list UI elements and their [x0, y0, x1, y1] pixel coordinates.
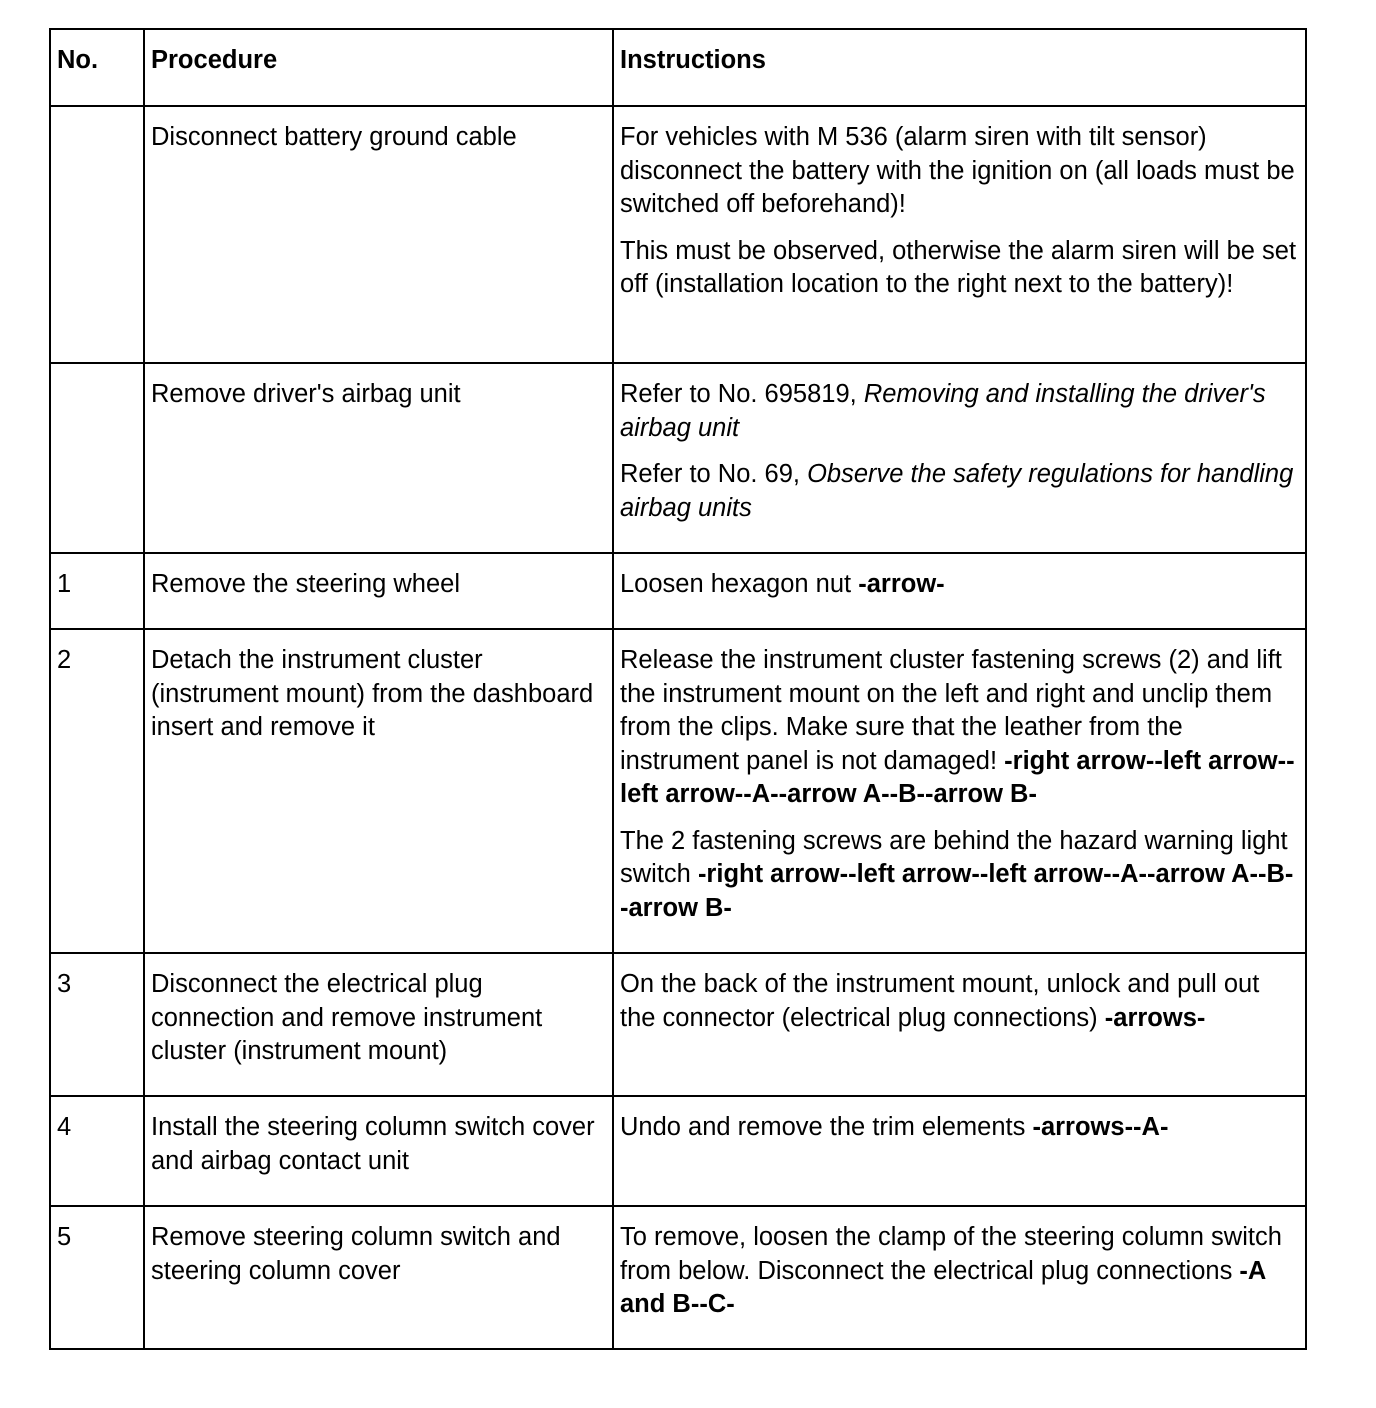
procedure-cell: Disconnect battery ground cable	[144, 106, 613, 363]
procedure-cell: Remove driver's airbag unit	[144, 363, 613, 553]
table-row	[50, 629, 1306, 953]
step-number: 4	[50, 1096, 144, 1206]
procedure-cell: Detach the instrument cluster (instrument mount) from the dashboard insert and remove it	[144, 629, 613, 953]
instructions-cell	[613, 953, 1306, 1096]
instruction-text: The 2 fastening screws are behind the hazard warning light switch	[620, 826, 1288, 888]
arrow-reference: -arrows--A-	[1032, 1113, 1169, 1141]
table-row	[50, 1206, 1306, 1349]
instruction-paragraph	[620, 458, 1299, 525]
table-body	[50, 106, 1306, 1349]
instruction-paragraph	[620, 1221, 1299, 1322]
instructions-cell	[613, 629, 1306, 953]
table-row	[50, 953, 1306, 1096]
header-row	[50, 29, 1306, 106]
step-number	[50, 106, 144, 363]
instruction-paragraph	[620, 825, 1299, 926]
instruction-paragraph	[620, 1111, 1299, 1145]
arrow-reference: -arrow-	[858, 570, 945, 598]
instructions-cell	[613, 363, 1306, 553]
header-instructions: Instructions	[613, 29, 1306, 106]
instruction-text: Refer to No. 69,	[620, 460, 808, 488]
instruction-text: This must be observed, otherwise the alarm siren will be set off (installation location to the right next to the battery)!	[620, 236, 1297, 298]
instructions-cell	[613, 106, 1306, 363]
cross-reference-title: Observe the safety regulations for handling airbag units	[620, 460, 1294, 522]
procedure-cell: Disconnect the electrical plug connection and remove instrument cluster (instrument mount)	[144, 953, 613, 1096]
procedure-table	[49, 28, 1307, 1350]
instructions-cell	[613, 1096, 1306, 1206]
instruction-text: To remove, loosen the clamp of the steering column switch from below. Disconnect the electrical plug connections	[620, 1223, 1282, 1285]
arrow-reference: -right arrow--left arrow--left arrow--A--arrow A--B--arrow B-	[620, 860, 1294, 922]
procedure-cell: Remove the steering wheel	[144, 553, 613, 629]
instruction-text: Refer to No. 695819,	[620, 380, 864, 408]
table-row	[50, 106, 1306, 363]
arrow-reference: -right arrow--left arrow--left arrow--A--arrow A--B--arrow B-	[620, 746, 1295, 808]
table-row	[50, 553, 1306, 629]
instruction-paragraph	[620, 968, 1299, 1035]
instruction-paragraph	[620, 378, 1299, 445]
step-number: 3	[50, 953, 144, 1096]
instruction-paragraph	[620, 121, 1299, 222]
cross-reference-title: Removing and installing the driver's airbag unit	[620, 380, 1266, 442]
header-no: No.	[50, 29, 144, 106]
step-number: 1	[50, 553, 144, 629]
arrow-reference: -A and B--C-	[620, 1256, 1266, 1318]
instruction-text: For vehicles with M 536 (alarm siren with tilt sensor) disconnect the battery with the ignition on (all loads must be switched off beforehand)!	[620, 123, 1295, 218]
instruction-text: Release the instrument cluster fastening screws (2) and lift the instrument mount on the left and right and unclip them from the clips. Make sure that the leather from the instrument panel is not damaged!	[620, 646, 1282, 775]
instruction-text: Undo and remove the trim elements	[620, 1113, 1033, 1141]
instruction-paragraph	[620, 235, 1299, 302]
instruction-paragraph	[620, 644, 1299, 812]
instructions-cell	[613, 553, 1306, 629]
instruction-paragraph	[620, 568, 1299, 602]
instructions-cell	[613, 1206, 1306, 1349]
table-row	[50, 363, 1306, 553]
step-number	[50, 363, 144, 553]
arrow-reference: -arrows-	[1104, 1003, 1206, 1032]
table-row	[50, 1096, 1306, 1206]
procedure-cell: Install the steering column switch cover and airbag contact unit	[144, 1096, 613, 1206]
instruction-text: Loosen hexagon nut	[620, 570, 859, 598]
header-procedure: Procedure	[144, 29, 613, 106]
step-number: 5	[50, 1206, 144, 1349]
procedure-cell: Remove steering column switch and steering column cover	[144, 1206, 613, 1349]
instruction-text: On the back of the instrument mount, unlock and pull out the connector (electrical plug connections)	[620, 970, 1260, 1032]
step-number: 2	[50, 629, 144, 953]
